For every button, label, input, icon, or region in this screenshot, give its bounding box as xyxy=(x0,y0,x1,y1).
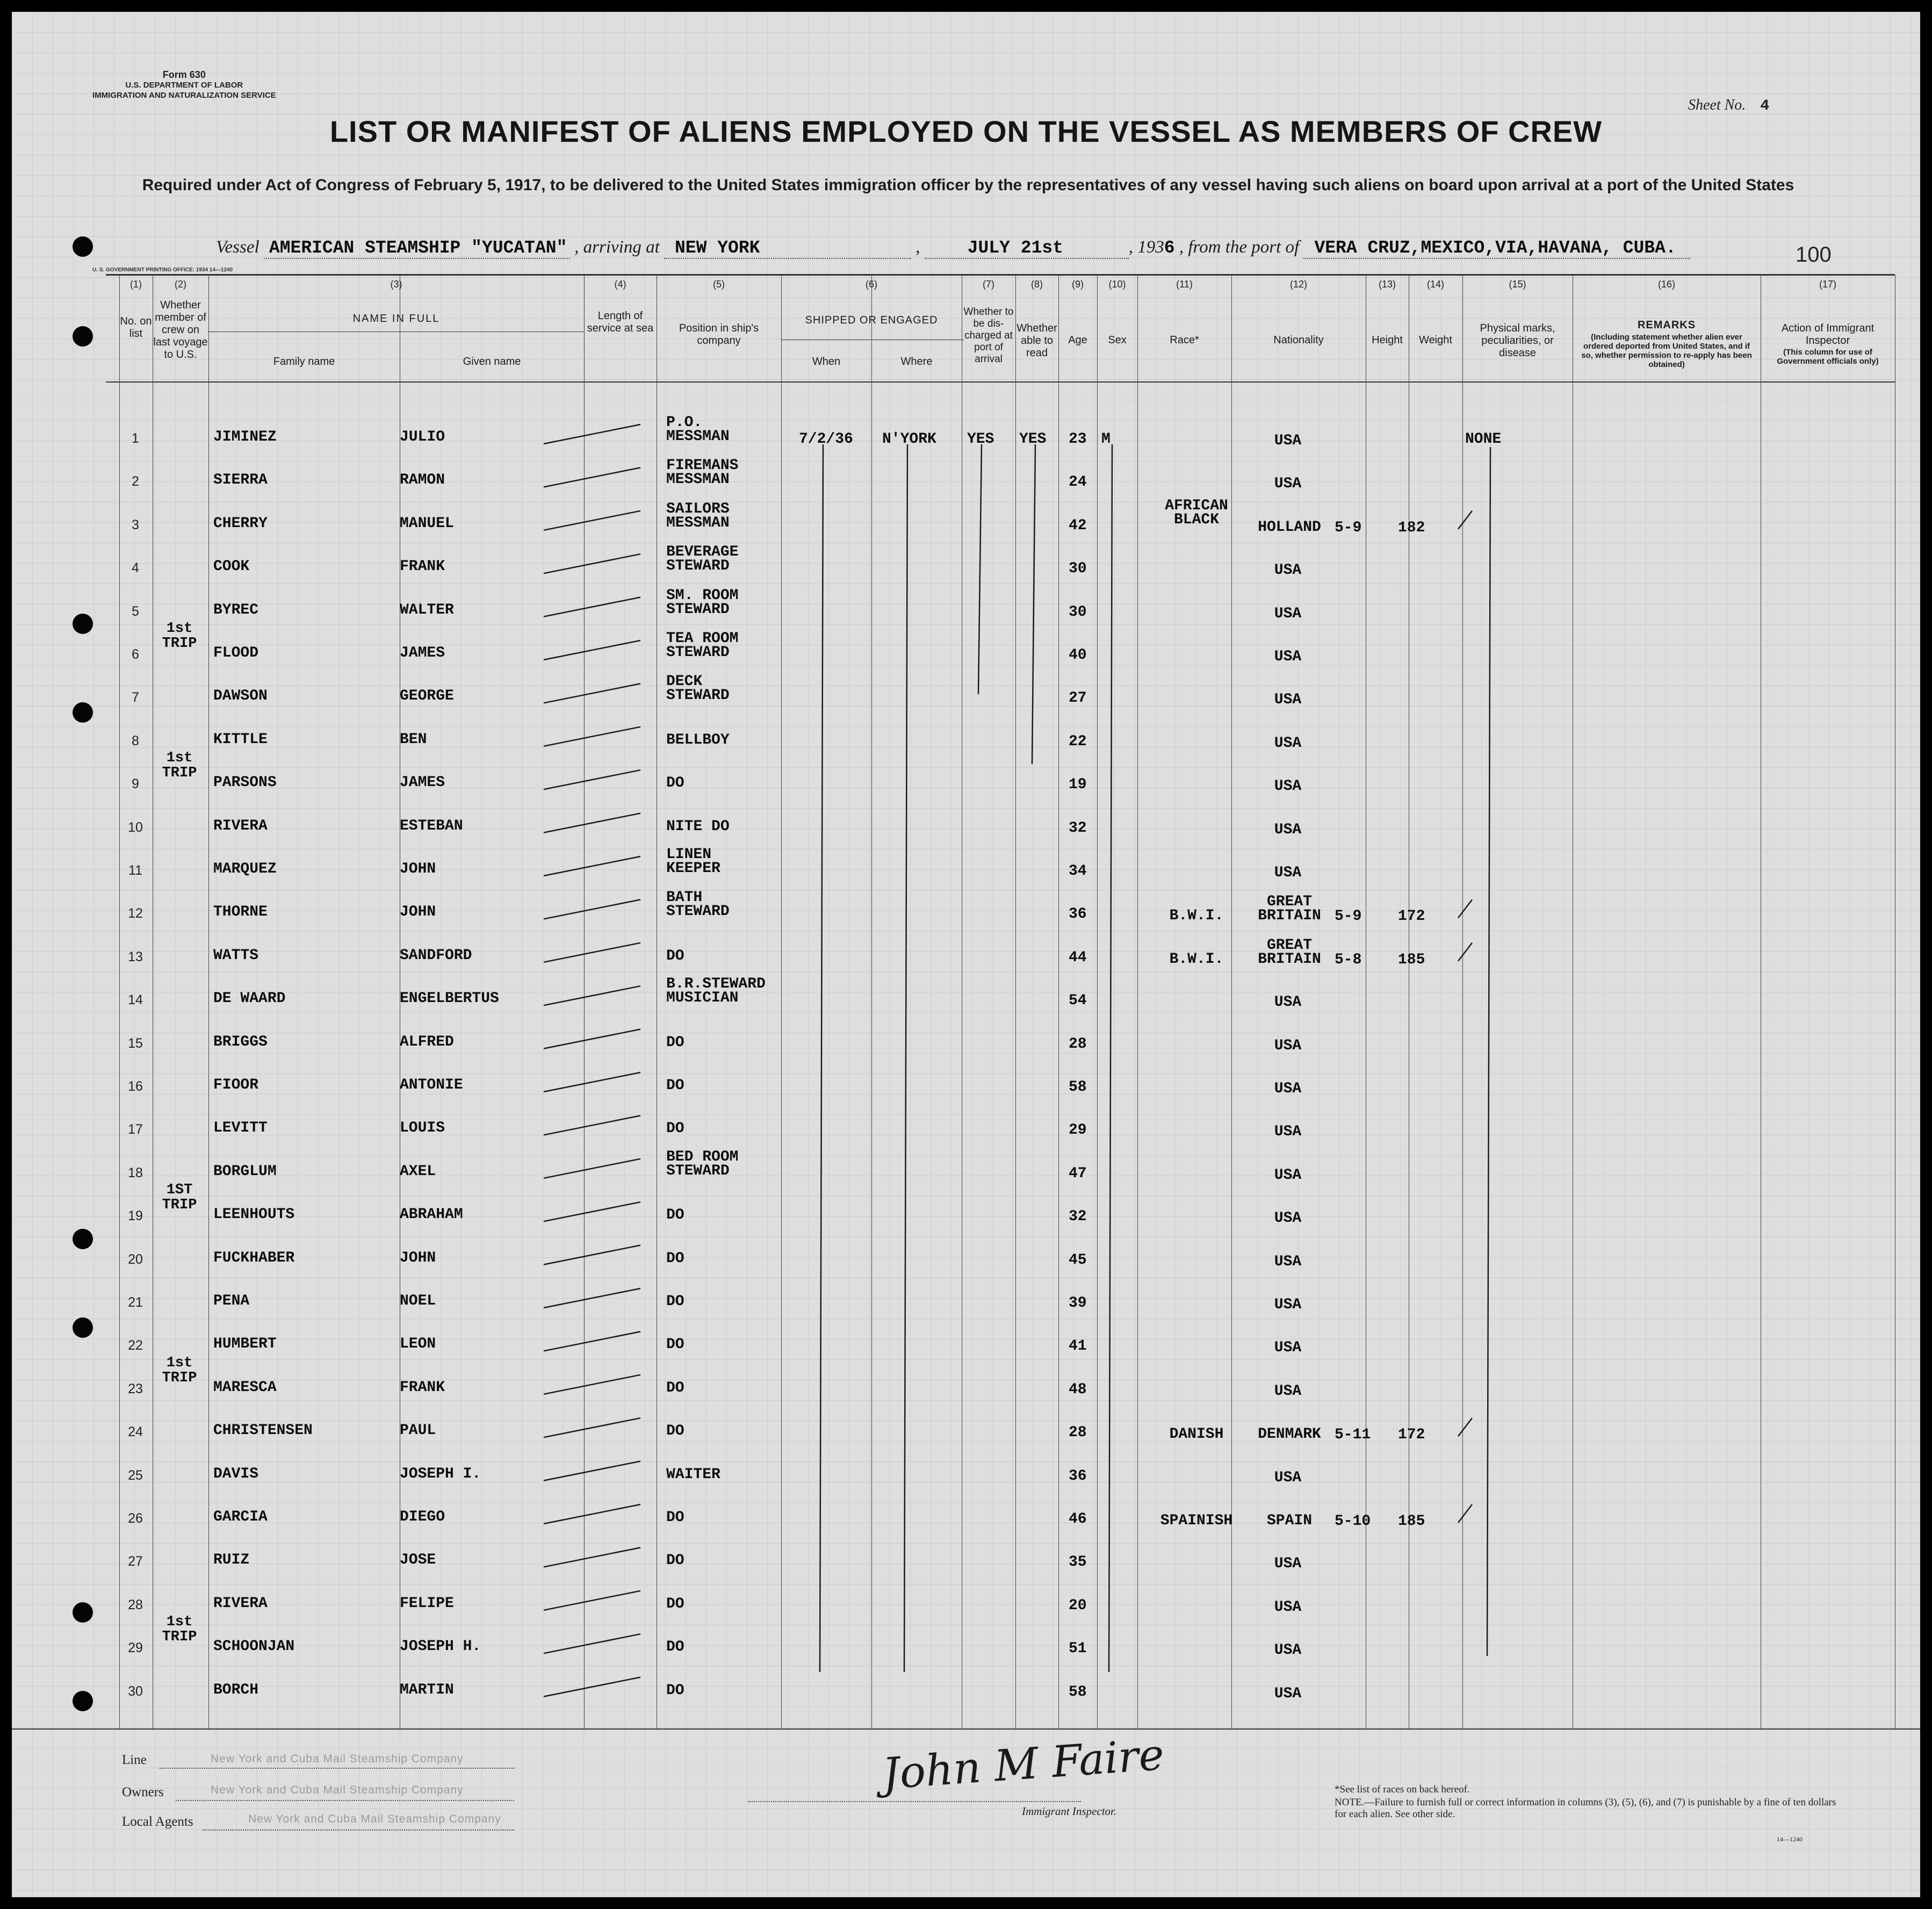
arriving-label: , arriving at xyxy=(574,237,660,257)
column-number: (14) xyxy=(1426,279,1444,290)
weight: 185 xyxy=(1398,951,1425,968)
given-name: FRANK xyxy=(400,558,445,575)
row-number: 15 xyxy=(128,1035,143,1051)
trip-marker: 1st TRIP xyxy=(162,1614,197,1646)
header-sex: Sex xyxy=(1108,334,1127,346)
column-number: (16) xyxy=(1657,279,1675,290)
vessel-label: Vessel xyxy=(216,237,259,257)
nationality: USA xyxy=(1274,562,1302,579)
given-name: FELIPE xyxy=(400,1595,454,1612)
printer-note: U. S. GOVERNMENT PRINTING OFFICE: 1934 14—1240 xyxy=(92,267,233,273)
position: DO xyxy=(666,1034,684,1051)
page-subtitle: Required under Act of Congress of February 5, 1917, to be delivered to the United States immigration officer by the representatives of any vessel having such aliens on board upon arrival at a port of the United States xyxy=(142,176,1794,194)
races-note: *See list of races on back hereof. xyxy=(1335,1784,1470,1795)
column-number: (15) xyxy=(1509,279,1526,290)
row-number: 26 xyxy=(128,1511,143,1526)
column-number: (3) xyxy=(390,279,402,290)
given-name: LOUIS xyxy=(400,1120,445,1137)
age: 32 xyxy=(1069,819,1087,837)
row-number: 25 xyxy=(128,1467,143,1483)
weight: 182 xyxy=(1398,519,1425,536)
form-number: Form 630 xyxy=(162,69,206,80)
given-name: JOSEPH H. xyxy=(400,1638,481,1655)
shipped-when: 7/2/36 xyxy=(799,431,853,448)
position: DO xyxy=(666,1336,684,1353)
family-name: FUCKHABER xyxy=(213,1249,295,1266)
nationality: USA xyxy=(1274,1339,1302,1357)
position: DO xyxy=(666,1379,684,1396)
column-number: (1) xyxy=(130,279,142,290)
row-number: 28 xyxy=(128,1597,143,1612)
row-number: 22 xyxy=(128,1338,143,1353)
age: 30 xyxy=(1069,560,1087,578)
nationality: USA xyxy=(1274,605,1302,622)
position: DO xyxy=(666,1552,684,1569)
age: 24 xyxy=(1069,474,1087,491)
position: DO xyxy=(666,1509,684,1526)
header-action-note: (This column for use of Government officials only) xyxy=(1777,348,1879,366)
column-number: (4) xyxy=(614,279,626,290)
discharged: YES xyxy=(967,431,994,448)
family-name: DAVIS xyxy=(213,1465,259,1482)
row-number: 11 xyxy=(128,863,142,878)
header-height: Height xyxy=(1372,334,1403,346)
family-name: PARSONS xyxy=(213,774,277,791)
position: DO xyxy=(666,1595,684,1612)
family-name: SIERRA xyxy=(213,472,268,489)
age: 40 xyxy=(1069,647,1087,664)
age: 35 xyxy=(1069,1554,1087,1571)
given-name: DIEGO xyxy=(400,1509,445,1525)
nationality: USA xyxy=(1274,1037,1302,1054)
from-label: , from the port of xyxy=(1179,237,1300,257)
nationality: USA xyxy=(1274,691,1302,709)
given-name: WALTER xyxy=(400,601,454,618)
column-number: (5) xyxy=(713,279,725,290)
given-name: ANTONIE xyxy=(400,1077,463,1093)
race: B.W.I. xyxy=(1169,950,1224,968)
year-prefix: , 193 xyxy=(1128,237,1164,257)
header-where: Where xyxy=(900,356,933,368)
position: FIREMANS MESSMAN xyxy=(666,457,739,488)
family-name: RIVERA xyxy=(213,817,268,834)
family-name: GARCIA xyxy=(213,1509,268,1525)
family-name: DAWSON xyxy=(213,688,268,705)
header-race: Race* xyxy=(1170,334,1199,346)
family-name: FLOOD xyxy=(213,645,259,661)
punch-hole xyxy=(73,1602,93,1623)
given-name: ABRAHAM xyxy=(400,1206,463,1223)
height: 5-9 xyxy=(1335,519,1362,536)
age: 47 xyxy=(1069,1165,1087,1182)
column-number: (9) xyxy=(1072,279,1084,290)
header-able-read: Whether able to read xyxy=(1017,322,1057,359)
age: 28 xyxy=(1069,1035,1087,1053)
row-number: 18 xyxy=(128,1165,143,1180)
age: 32 xyxy=(1069,1208,1087,1226)
position: B.R.STEWARD MUSICIAN xyxy=(666,976,766,1007)
header-age: Age xyxy=(1068,334,1087,346)
age: 29 xyxy=(1069,1122,1087,1139)
nationality: USA xyxy=(1274,1166,1302,1184)
family-name: BORGLUM xyxy=(213,1163,277,1180)
position: WAITER xyxy=(666,1466,720,1483)
age: 51 xyxy=(1069,1640,1087,1658)
row-number: 17 xyxy=(128,1122,143,1137)
row-number: 3 xyxy=(132,517,139,532)
column-number: (7) xyxy=(983,279,994,290)
sex: M xyxy=(1101,431,1111,448)
nationality: USA xyxy=(1274,1469,1302,1486)
family-name: HUMBERT xyxy=(213,1336,277,1353)
nationality: USA xyxy=(1274,1123,1302,1141)
family-name: MARQUEZ xyxy=(213,861,277,877)
column-number: (12) xyxy=(1289,279,1307,290)
position: DO xyxy=(666,1250,684,1267)
nationality: DENMARK xyxy=(1258,1426,1321,1443)
agents-rule xyxy=(203,1829,514,1831)
age: 30 xyxy=(1069,603,1087,621)
row-number: 21 xyxy=(128,1295,143,1310)
owners-rule xyxy=(176,1800,514,1801)
ditto-marks xyxy=(12,12,1920,1897)
column-number: (8) xyxy=(1031,279,1043,290)
race: SPAINISH xyxy=(1160,1512,1233,1529)
header-when: When xyxy=(812,356,841,368)
age: 44 xyxy=(1069,949,1087,966)
family-name: CHERRY xyxy=(213,515,268,532)
nationality: USA xyxy=(1274,1598,1302,1616)
family-name: BORCH xyxy=(213,1681,259,1698)
able-to-read: YES xyxy=(1019,431,1047,448)
family-name: BYREC xyxy=(213,601,259,618)
family-name: FIOOR xyxy=(213,1077,259,1093)
age: 27 xyxy=(1069,690,1087,707)
position: DO xyxy=(666,1120,684,1137)
family-name: DE WAARD xyxy=(213,990,286,1007)
weight: 185 xyxy=(1398,1513,1425,1530)
position: DO xyxy=(666,1077,684,1094)
age: 36 xyxy=(1069,906,1087,923)
header-name-in-full: NAME IN FULL xyxy=(352,313,440,325)
given-name: JULIO xyxy=(400,429,445,445)
nationality: HOLLAND xyxy=(1258,518,1321,536)
header-length-service: Length of service at sea xyxy=(587,310,654,334)
nationality: GREAT BRITAIN xyxy=(1258,894,1321,925)
given-name: ESTEBAN xyxy=(400,817,463,834)
family-name: THORNE xyxy=(213,904,268,921)
given-name: AXEL xyxy=(400,1163,436,1180)
punch-hole xyxy=(73,1317,93,1338)
header-discharged: Whether to be dis-charged at port of arrival xyxy=(963,306,1014,365)
sheet-value: 4 xyxy=(1760,98,1770,114)
nationality: USA xyxy=(1274,1253,1302,1270)
nationality: USA xyxy=(1274,778,1302,795)
sheet-label: Sheet No. xyxy=(1688,97,1746,113)
nationality: USA xyxy=(1274,1210,1302,1227)
punch-hole xyxy=(73,326,93,347)
family-name: RIVERA xyxy=(213,1595,268,1612)
position: TEA ROOM STEWARD xyxy=(666,630,739,661)
nationality: USA xyxy=(1274,1080,1302,1097)
owners-stamp: New York and Cuba Mail Steamship Company xyxy=(211,1784,464,1796)
given-name: ALFRED xyxy=(400,1033,454,1050)
row-number: 6 xyxy=(132,647,139,662)
owners-label: Owners xyxy=(122,1785,164,1799)
position: BATH STEWARD xyxy=(666,889,730,920)
column-number: (11) xyxy=(1176,279,1193,290)
trip-marker: 1st TRIP xyxy=(162,750,197,782)
age: 34 xyxy=(1069,863,1087,880)
row-number: 24 xyxy=(128,1424,143,1440)
row-number: 5 xyxy=(132,603,139,619)
position: DECK STEWARD xyxy=(666,673,730,704)
race: AFRICAN BLACK xyxy=(1165,497,1228,528)
line-label: Line xyxy=(122,1753,147,1767)
given-name: LEON xyxy=(400,1336,436,1353)
weight: 172 xyxy=(1398,1427,1425,1444)
position: DO xyxy=(666,1639,684,1656)
height: 5-8 xyxy=(1335,951,1362,968)
given-name: SANDFORD xyxy=(400,947,472,964)
age: 45 xyxy=(1069,1251,1087,1269)
row-number: 4 xyxy=(132,560,139,576)
race: DANISH xyxy=(1169,1426,1224,1443)
header-remarks-note: (Including statement whether alien ever ordered deported from United States, and if so, whether permission to re-apply has been obtained) xyxy=(1581,333,1752,369)
age: 36 xyxy=(1069,1467,1087,1485)
signature-rule xyxy=(748,1801,1081,1802)
nationality: GREAT BRITAIN xyxy=(1258,937,1321,968)
age: 58 xyxy=(1069,1079,1087,1096)
position: BED ROOM STEWARD xyxy=(666,1148,739,1179)
column-number: (13) xyxy=(1378,279,1396,290)
family-name: MARESCA xyxy=(213,1379,277,1396)
given-name: JOHN xyxy=(400,1249,436,1266)
age: 48 xyxy=(1069,1381,1087,1398)
given-name: JAMES xyxy=(400,774,445,791)
header-nationality: Nationality xyxy=(1273,334,1324,346)
given-name: ENGELBERTUS xyxy=(400,990,499,1007)
nationality: USA xyxy=(1274,649,1302,665)
given-name: JOSE xyxy=(400,1552,436,1569)
position: DO xyxy=(666,1207,684,1224)
row-number: 2 xyxy=(132,474,139,489)
age: 22 xyxy=(1069,733,1087,750)
agents-stamp: New York and Cuba Mail Steamship Company xyxy=(248,1813,501,1825)
department-name: U.S. DEPARTMENT OF LABOR xyxy=(125,81,243,90)
position: DO xyxy=(666,1682,684,1699)
row-number: 19 xyxy=(128,1208,143,1224)
age: 58 xyxy=(1069,1683,1087,1701)
given-name: MANUEL xyxy=(400,515,454,532)
manifest-sheet xyxy=(12,12,1920,1897)
given-name: JOHN xyxy=(400,861,436,877)
nationality: USA xyxy=(1274,1685,1302,1702)
from-port: VERA CRUZ,MEXICO,VIA,HAVANA, CUBA. xyxy=(1303,238,1690,259)
nationality: USA xyxy=(1274,994,1302,1011)
race: B.W.I. xyxy=(1169,907,1224,925)
header-weight: Weight xyxy=(1419,334,1452,346)
row-number: 12 xyxy=(128,906,143,921)
header-action: Action of Immigrant Inspector xyxy=(1781,322,1875,347)
family-name: BRIGGS xyxy=(213,1033,268,1050)
row-number: 20 xyxy=(128,1251,143,1267)
height: 5-11 xyxy=(1335,1427,1371,1444)
position: DO xyxy=(666,775,684,792)
position: DO xyxy=(666,1423,684,1440)
family-name: RUIZ xyxy=(213,1552,250,1569)
age: 19 xyxy=(1069,776,1087,794)
age: 54 xyxy=(1069,992,1087,1010)
agents-label: Local Agents xyxy=(122,1814,193,1829)
row-number: 13 xyxy=(128,949,143,964)
position: LINEN KEEPER xyxy=(666,846,720,877)
row-number: 10 xyxy=(128,819,143,835)
page-number: 100 xyxy=(1796,243,1832,266)
given-name: PAUL xyxy=(400,1422,436,1439)
line-rule xyxy=(160,1768,514,1769)
height: 5-10 xyxy=(1335,1513,1371,1530)
service-name: IMMIGRATION AND NATURALIZATION SERVICE xyxy=(92,91,276,100)
column-number: (17) xyxy=(1819,279,1836,290)
family-name: KITTLE xyxy=(213,731,268,748)
given-name: JOHN xyxy=(400,904,436,921)
header-whether-member: Whether member of crew on last voyage to U.S. xyxy=(153,299,208,361)
age: 41 xyxy=(1069,1338,1087,1355)
header-no-on-list: No. on list xyxy=(120,315,152,340)
vessel-line: Vessel AMERICAN STEAMSHIP "YUCATAN" , arriving at NEW YORK , JULY 21st , 1936 , from the port of VERA CRUZ,MEXICO,VIA,HAVANA, CUBA. xyxy=(216,237,1690,259)
age: 46 xyxy=(1069,1511,1087,1528)
punch-hole xyxy=(73,236,93,257)
trip-marker: 1ST TRIP xyxy=(162,1182,197,1214)
header-shipped: SHIPPED OR ENGAGED xyxy=(805,314,938,326)
form-code: 14—1240 xyxy=(1777,1835,1803,1843)
row-number: 8 xyxy=(132,733,139,748)
weight: 172 xyxy=(1398,908,1425,925)
family-name: SCHOONJAN xyxy=(213,1638,295,1655)
age: 20 xyxy=(1069,1597,1087,1614)
nationality: USA xyxy=(1274,433,1302,449)
nationality: USA xyxy=(1274,476,1302,493)
nationality: USA xyxy=(1274,821,1302,838)
page-title: LIST OR MANIFEST OF ALIENS EMPLOYED ON THE VESSEL AS MEMBERS OF CREW xyxy=(329,114,1603,148)
given-name: RAMON xyxy=(400,472,445,489)
row-number: 29 xyxy=(128,1640,143,1656)
penalty-note: NOTE.—Failure to furnish full or correct information in columns (3), (5), (6), and (7) is punishable by a fine of ten dollars for each alien. See other side. xyxy=(1335,1797,1836,1820)
inspector-signature: John M Faire xyxy=(881,1729,1166,1799)
nationality: USA xyxy=(1274,1382,1302,1400)
given-name: GEORGE xyxy=(400,688,454,705)
family-name: PENA xyxy=(213,1293,250,1309)
year-suffix: 6 xyxy=(1164,238,1175,258)
age: 28 xyxy=(1069,1424,1087,1442)
age: 42 xyxy=(1069,517,1087,534)
given-name: NOEL xyxy=(400,1293,436,1309)
position: NITE DO xyxy=(666,818,730,835)
family-name: JIMINEZ xyxy=(213,429,277,445)
row-number: 23 xyxy=(128,1381,143,1396)
given-name: MARTIN xyxy=(400,1681,454,1698)
given-name: BEN xyxy=(400,731,427,748)
family-name: CHRISTENSEN xyxy=(213,1422,313,1439)
position: DO xyxy=(666,1293,684,1310)
position: BELLBOY xyxy=(666,731,730,748)
trip-marker: 1st TRIP xyxy=(162,621,197,652)
row-number: 16 xyxy=(128,1079,143,1094)
column-number: (10) xyxy=(1108,279,1126,290)
given-name: FRANK xyxy=(400,1379,445,1396)
nationality: SPAIN xyxy=(1266,1512,1312,1529)
position: P.O. MESSMAN xyxy=(666,414,730,445)
row-number: 30 xyxy=(128,1683,143,1699)
punch-hole xyxy=(73,1229,93,1249)
punch-hole xyxy=(73,1691,93,1711)
header-physical: Physical marks, peculiarities, or disease xyxy=(1480,322,1555,359)
family-name: COOK xyxy=(213,558,250,575)
inspector-label: Immigrant Inspector. xyxy=(1022,1805,1117,1818)
family-name: LEENHOUTS xyxy=(213,1206,295,1223)
row-number: 1 xyxy=(132,431,139,446)
nationality: USA xyxy=(1274,1296,1302,1313)
position: DO xyxy=(666,947,684,964)
arrival-date: JULY 21st xyxy=(925,238,1129,259)
family-name: WATTS xyxy=(213,947,259,964)
arriving-port: NEW YORK xyxy=(664,238,911,259)
line-stamp: New York and Cuba Mail Steamship Company xyxy=(211,1753,464,1765)
punch-hole xyxy=(73,702,93,723)
row-number: 7 xyxy=(132,690,139,705)
trip-marker: 1st TRIP xyxy=(162,1355,197,1386)
row-number: 14 xyxy=(128,992,143,1008)
position: SM. ROOM STEWARD xyxy=(666,587,739,618)
nationality: USA xyxy=(1274,1642,1302,1659)
given-name: JOSEPH I. xyxy=(400,1465,481,1482)
column-number: (6) xyxy=(866,279,877,290)
shipped-where: N'YORK xyxy=(882,431,936,448)
age: 39 xyxy=(1069,1295,1087,1312)
header-remarks: REMARKS xyxy=(1637,319,1696,331)
nationality: USA xyxy=(1274,1555,1302,1573)
nationality: USA xyxy=(1274,734,1302,752)
height: 5-9 xyxy=(1335,908,1362,925)
nationality: USA xyxy=(1274,865,1302,881)
punch-hole xyxy=(73,614,93,634)
header-family-name: Family name xyxy=(273,356,335,368)
position: SAILORS MESSMAN xyxy=(666,500,730,531)
vessel-name: AMERICAN STEAMSHIP "YUCATAN" xyxy=(264,238,570,259)
age: 23 xyxy=(1069,431,1087,448)
position: BEVERAGE STEWARD xyxy=(666,544,739,575)
row-number: 9 xyxy=(132,776,139,792)
row-number: 27 xyxy=(128,1554,143,1569)
physical-marks: NONE xyxy=(1465,431,1502,448)
column-number: (2) xyxy=(175,279,186,290)
header-position: Position in ship's company xyxy=(679,322,759,347)
family-name: LEVITT xyxy=(213,1120,268,1137)
header-given-name: Given name xyxy=(463,356,521,368)
given-name: JAMES xyxy=(400,645,445,661)
